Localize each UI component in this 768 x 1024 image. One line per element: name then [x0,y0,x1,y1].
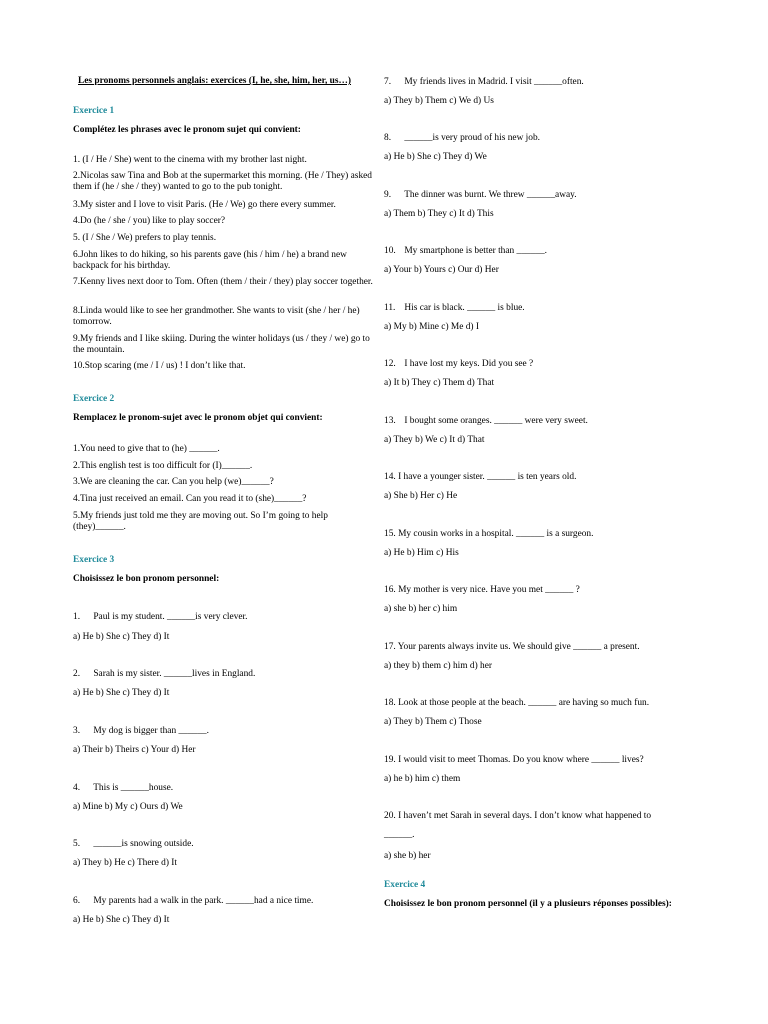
question-options: a) they b) them c) him d) her [384,661,493,671]
exercise-1-item: 4.Do (he / she / you) like to play soccer? [73,216,226,226]
question-text [384,133,694,144]
question-options: a) she b) her [384,851,431,861]
exercise-2-heading: Exercice 2 [73,394,115,404]
question-options: a) They b) We c) It d) That [384,435,485,445]
question-body: This is ______house. [93,783,174,793]
question-body: I have lost my keys. Did you see ? [404,359,534,369]
exercise-1-item: 6.John likes to do hiking, so his parents gave (his / him / he) a brand new backpack for his birthday. [73,250,347,272]
exercise-1-item: 8.Linda would like to see her grandmother. She wants to visit (she / her / he) tomorrow. [73,306,360,328]
exercise-3-heading: Exercice 3 [73,555,115,565]
question-number: 11. [384,303,396,313]
question-options: a) They b) He c) There d) It [73,858,178,868]
question-options: a) Their b) Theirs c) Your d) Her [73,745,196,755]
question-text [73,896,383,907]
exercise-2-item: 2.This english test is too difficult for (I)______. [73,461,253,471]
question-number: 10. [384,246,396,256]
question-text [384,359,694,370]
exercise-2-item: 1.You need to give that to (he) ______. [73,444,220,454]
question-options: a) He b) Him c) His [384,548,459,558]
question-text [73,612,383,623]
question-body: I bought some oranges. ______ were very sweet. [404,416,588,426]
question-body: Sarah is my sister. ______lives in England. [93,669,256,679]
question-text: 17. Your parents always invite us. We should give ______ a present. [384,642,640,652]
question-text [73,839,383,850]
question-options: a) She b) Her c) He [384,491,458,501]
question-body: Paul is my student. ______is very clever. [93,612,248,622]
exercise-1-item: 2.Nicolas saw Tina and Bob at the supermarket this morning. (He / They) asked them if (he / she / they) wanted to go to the pub tonight. [73,171,372,193]
question-options: a) Mine b) My c) Ours d) We [73,802,183,812]
exercise-2-item: 3.We are cleaning the car. Can you help (we)______? [73,477,274,487]
question-text: 14. I have a younger sister. ______ is ten years old. [384,472,577,482]
exercise-1-instruction: Complétez les phrases avec le pronom sujet qui convient: [73,125,301,135]
question-body: ______is very proud of his new job. [404,133,541,143]
exercise-4-heading: Exercice 4 [384,880,426,890]
question-number: 13. [384,416,396,426]
question-text [384,190,694,201]
exercise-2-item: 5.My friends just told me they are moving out. So I’m going to help (they)______. [73,511,328,533]
question-text [384,416,694,427]
question-body: My friends lives in Madrid. I visit ______often. [404,77,584,87]
question-number: 5. [73,839,81,849]
question-body: His car is black. ______ is blue. [404,303,525,313]
question-number: 8. [384,133,392,143]
question-options: a) He b) She c) They d) It [73,632,170,642]
question-body: My parents had a walk in the park. ______had a nice time. [93,896,314,906]
exercise-2-item: 4.Tina just received an email. Can you read it to (she)______? [73,494,307,504]
question-options: a) he b) him c) them [384,774,461,784]
question-text: 20. I haven’t met Sarah in several days. I don’t know what happened to ______. [384,811,652,840]
question-number: 2. [73,669,81,679]
exercise-1-item: 1. (I / He / She) went to the cinema with my brother last night. [73,155,307,165]
exercise-1-item: 7.Kenny lives next door to Tom. Often (them / their / they) play soccer together. [73,277,373,287]
question-options: a) They b) Them c) We d) Us [384,96,494,106]
question-text [384,303,694,314]
exercise-4-instruction: Choisissez le bon pronom personnel (il y a plusieurs réponses possibles): [384,899,672,909]
question-number: 12. [384,359,396,369]
question-text: 16. My mother is very nice. Have you met ______ ? [384,585,580,595]
question-text [73,783,383,794]
question-text: 18. Look at those people at the beach. ______ are having so much fun. [384,698,650,708]
exercise-1-item: 3.My sister and I love to visit Paris. (He / We) go there every summer. [73,200,336,210]
question-body: My dog is bigger than ______. [93,726,209,736]
question-options: a) He b) She c) They d) It [73,688,170,698]
question-text [73,669,383,680]
page-title: Les pronoms personnels anglais: exercices (I, he, she, him, her, us…) [78,76,352,86]
question-text [73,726,383,737]
question-number: 7. [384,77,392,87]
question-number: 3. [73,726,81,736]
question-text [384,77,694,88]
question-options: a) My b) Mine c) Me d) I [384,322,480,332]
question-body: The dinner was burnt. We threw ______away. [404,190,577,200]
question-options: a) she b) her c) him [384,604,458,614]
question-options: a) They b) Them c) Those [384,717,482,727]
exercise-2-instruction: Remplacez le pronom-sujet avec le pronom objet qui convient: [73,413,323,423]
exercise-1-heading: Exercice 1 [73,106,115,116]
question-text: 19. I would visit to meet Thomas. Do you know where ______ lives? [384,755,644,765]
question-number: 9. [384,190,392,200]
question-options: a) Your b) Yours c) Our d) Her [384,265,499,275]
question-options: a) He b) She c) They d) We [384,152,487,162]
question-options: a) It b) They c) Them d) That [384,378,495,388]
question-number: 1. [73,612,81,622]
question-options: a) Them b) They c) It d) This [384,209,494,219]
exercise-1-item: 9.My friends and I like skiing. During the winter holidays (us / they / we) go to the mountain. [73,334,370,356]
question-body: My smartphone is better than ______. [404,246,548,256]
question-number: 4. [73,783,81,793]
question-text: 15. My cousin works in a hospital. ______ is a surgeon. [384,529,594,539]
question-options: a) He b) She c) They d) It [73,915,170,925]
exercise-1-item: 5. (I / She / We) prefers to play tennis. [73,233,217,243]
exercise-1-item: 10.Stop scaring (me / I / us) ! I don’t like that. [73,361,246,371]
question-number: 6. [73,896,81,906]
question-body: ______is snowing outside. [93,839,194,849]
question-text [384,246,694,257]
exercise-3-instruction: Choisissez le bon pronom personnel: [73,574,220,584]
